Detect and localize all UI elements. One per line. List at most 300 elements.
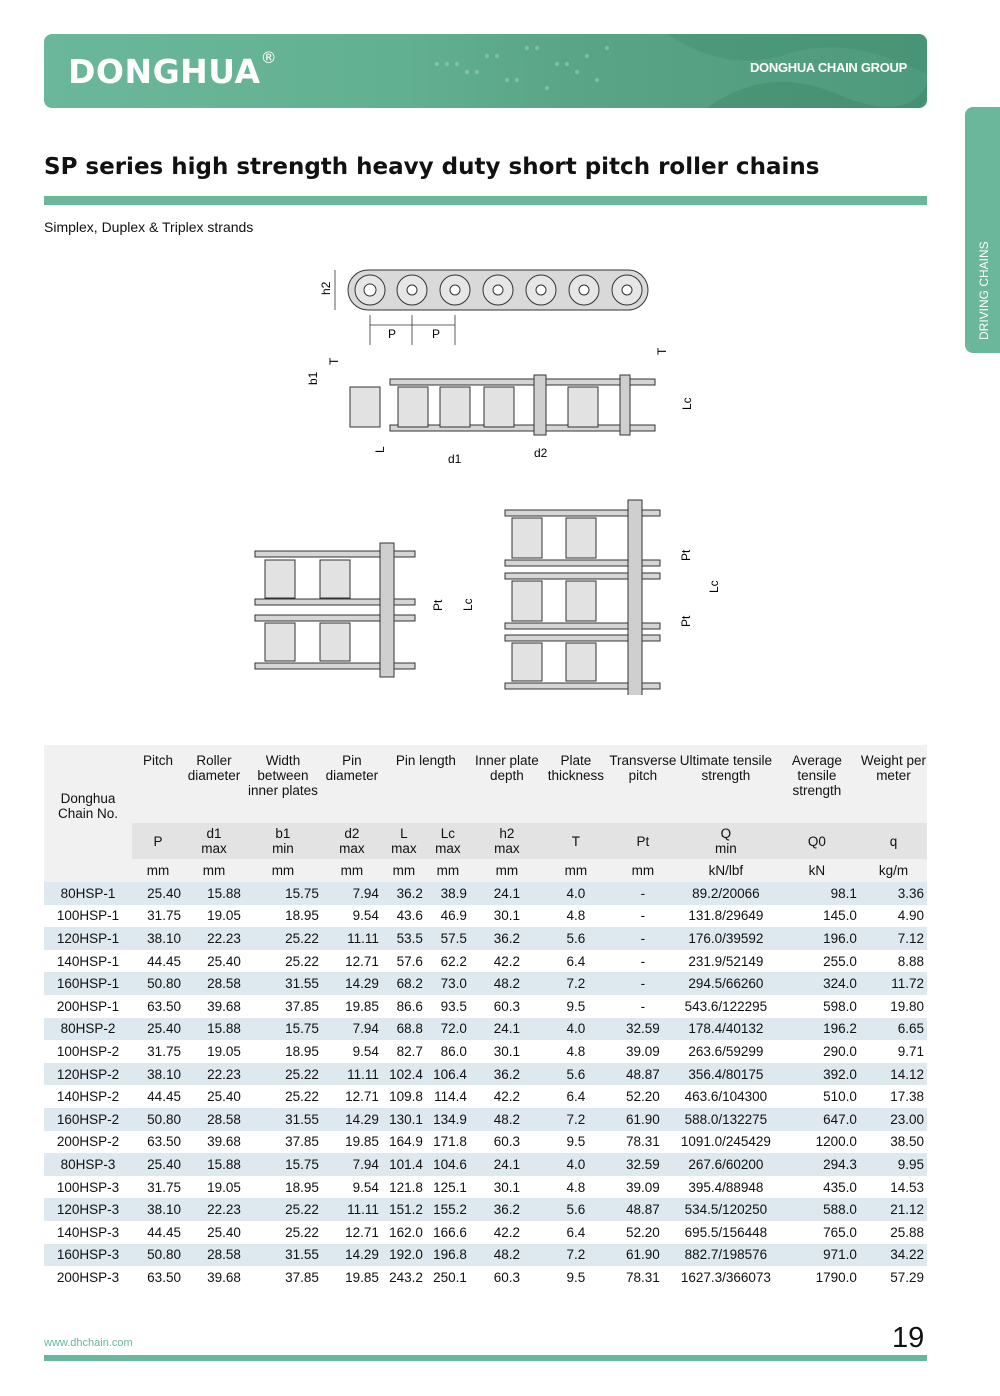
chain-no-cell: 140HSP-1 [44, 950, 132, 973]
table-cell: 44.45 [132, 1085, 184, 1108]
sym-lc: Lc max [426, 823, 470, 859]
table-cell: 4.0 [544, 1153, 608, 1176]
table-cell: 1627.3/366073 [678, 1266, 774, 1289]
table-cell: 73.0 [426, 972, 470, 995]
table-cell: 18.95 [244, 1040, 322, 1063]
table-cell: 130.1 [382, 1108, 426, 1131]
table-cell: 25.40 [132, 1153, 184, 1176]
group-name: DONGHUA CHAIN GROUP [749, 60, 907, 75]
table-cell: 4.8 [544, 1040, 608, 1063]
col-weight: Weight per meter [860, 745, 927, 823]
table-cell: 25.22 [244, 1063, 322, 1086]
table-cell: - [608, 905, 678, 928]
table-cell: 30.1 [470, 1176, 544, 1199]
table-row [44, 1085, 927, 1108]
col-pitch: Pitch [132, 745, 184, 823]
table-cell: 971.0 [774, 1244, 860, 1267]
table-cell: 435.0 [774, 1176, 860, 1199]
table-cell: 25.40 [184, 1085, 244, 1108]
table-cell: 695.5/156448 [678, 1221, 774, 1244]
table-cell: 28.58 [184, 1108, 244, 1131]
table-cell: 882.7/198576 [678, 1244, 774, 1267]
table-cell: 101.4 [382, 1153, 426, 1176]
table-cell: 121.8 [382, 1176, 426, 1199]
table-cell: 36.2 [470, 927, 544, 950]
table-cell: 9.54 [322, 1040, 382, 1063]
table-cell: 31.75 [132, 905, 184, 928]
table-cell: 24.1 [470, 882, 544, 905]
unit-cell: mm [426, 859, 470, 882]
table-cell: 131.8/29649 [678, 905, 774, 928]
table-cell: 11.11 [322, 1198, 382, 1221]
table-cell: 86.6 [382, 995, 426, 1018]
table-cell: 19.85 [322, 995, 382, 1018]
table-cell: 39.09 [608, 1176, 678, 1199]
table-cell: 6.4 [544, 1221, 608, 1244]
table-cell: 6.65 [860, 1018, 927, 1041]
table-body [44, 882, 927, 1289]
table-row [44, 882, 927, 905]
chain-no-cell: 80HSP-1 [44, 882, 132, 905]
table-cell: 15.75 [244, 882, 322, 905]
table-cell: 8.88 [860, 950, 927, 973]
unit-cell: mm [544, 859, 608, 882]
table-cell: 164.9 [382, 1131, 426, 1154]
table-cell: 38.50 [860, 1131, 927, 1154]
table-cell: 4.90 [860, 905, 927, 928]
table-cell: 9.54 [322, 1176, 382, 1199]
table-cell: 44.45 [132, 1221, 184, 1244]
table-cell: 28.58 [184, 1244, 244, 1267]
table-cell: 48.2 [470, 972, 544, 995]
table-cell: 48.2 [470, 1108, 544, 1131]
chain-diagram [250, 255, 730, 695]
col-pin-diameter: Pin diameter [322, 745, 382, 823]
sym-t: T [544, 823, 608, 859]
table-row [44, 1244, 927, 1267]
table-cell: 7.94 [322, 882, 382, 905]
table-cell: 38.10 [132, 927, 184, 950]
table-cell: 48.87 [608, 1063, 678, 1086]
table-cell: - [608, 972, 678, 995]
table-cell: 25.40 [132, 882, 184, 905]
table-cell: 61.90 [608, 1108, 678, 1131]
table-cell: 39.68 [184, 995, 244, 1018]
table-cell: 102.4 [382, 1063, 426, 1086]
table-row [44, 995, 927, 1018]
unit-cell: mm [382, 859, 426, 882]
table-cell: 34.22 [860, 1244, 927, 1267]
page-subtitle: Simplex, Duplex & Triplex strands [44, 219, 254, 235]
unit-cell: mm [322, 859, 382, 882]
label-d2: d2 [534, 446, 548, 460]
table-cell: 114.4 [426, 1085, 470, 1108]
table-cell: 72.0 [426, 1018, 470, 1041]
table-cell: 192.0 [382, 1244, 426, 1267]
table-cell: 4.8 [544, 1176, 608, 1199]
table-cell: 109.8 [382, 1085, 426, 1108]
table-cell: 60.3 [470, 1131, 544, 1154]
table-cell: 534.5/120250 [678, 1198, 774, 1221]
table-cell: 12.71 [322, 1085, 382, 1108]
table-cell: 57.6 [382, 950, 426, 973]
sym-qw: q [860, 823, 927, 859]
table-cell: 543.6/122295 [678, 995, 774, 1018]
table-cell: 14.29 [322, 1108, 382, 1131]
table-cell: 6.4 [544, 950, 608, 973]
table-cell: 28.58 [184, 972, 244, 995]
table-cell: 43.6 [382, 905, 426, 928]
table-cell: 11.11 [322, 927, 382, 950]
table-cell: 19.05 [184, 905, 244, 928]
table-cell: - [608, 882, 678, 905]
table-cell: 14.53 [860, 1176, 927, 1199]
chain-no-cell: 160HSP-2 [44, 1108, 132, 1131]
table-cell: 32.59 [608, 1153, 678, 1176]
col-chain-no: Donghua Chain No. [44, 745, 132, 859]
table-cell: 25.40 [184, 1221, 244, 1244]
table-cell: 31.55 [244, 1108, 322, 1131]
chain-no-cell: 140HSP-3 [44, 1221, 132, 1244]
table-cell: 598.0 [774, 995, 860, 1018]
table-cell: 19.80 [860, 995, 927, 1018]
table-cell: 23.00 [860, 1108, 927, 1131]
table-cell: 290.0 [774, 1040, 860, 1063]
table-cell: 39.68 [184, 1131, 244, 1154]
table-cell: 62.2 [426, 950, 470, 973]
table-cell: 98.1 [774, 882, 860, 905]
table-cell: 263.6/59299 [678, 1040, 774, 1063]
sym-l: L max [382, 823, 426, 859]
table-cell: 78.31 [608, 1266, 678, 1289]
title-rule [44, 196, 927, 205]
label-t1: T [327, 357, 341, 365]
table-cell: 166.6 [426, 1221, 470, 1244]
table-cell: 39.09 [608, 1040, 678, 1063]
table-cell: 9.71 [860, 1040, 927, 1063]
sym-q0: Q0 [774, 823, 860, 859]
chain-no-cell: 120HSP-2 [44, 1063, 132, 1086]
table-cell: 392.0 [774, 1063, 860, 1086]
table-cell: 89.2/20066 [678, 882, 774, 905]
footer-url[interactable]: www.dhchain.com [44, 1337, 133, 1349]
table-cell: 15.75 [244, 1018, 322, 1041]
chain-no-cell: 160HSP-1 [44, 972, 132, 995]
table-cell: 18.95 [244, 905, 322, 928]
table-row [44, 1108, 927, 1131]
table-cell: 4.0 [544, 882, 608, 905]
chain-no-cell: 100HSP-3 [44, 1176, 132, 1199]
table-cell: 178.4/40132 [678, 1018, 774, 1041]
sym-q: Q min [678, 823, 774, 859]
table-cell: 510.0 [774, 1085, 860, 1108]
sym-b1: b1 min [244, 823, 322, 859]
col-average: Average tensile strength [774, 745, 860, 823]
table-cell: 3.36 [860, 882, 927, 905]
table-cell: 15.88 [184, 882, 244, 905]
table-cell: 31.75 [132, 1040, 184, 1063]
table-cell: 243.2 [382, 1266, 426, 1289]
table-row [44, 1176, 927, 1199]
table-cell: 15.88 [184, 1018, 244, 1041]
table-cell: 15.88 [184, 1153, 244, 1176]
table-cell: 19.05 [184, 1176, 244, 1199]
table-cell: 63.50 [132, 995, 184, 1018]
table-cell: 78.31 [608, 1131, 678, 1154]
table-cell: 42.2 [470, 1221, 544, 1244]
table-row [44, 1221, 927, 1244]
chain-no-cell: 120HSP-3 [44, 1198, 132, 1221]
col-width: Width between inner plates [244, 745, 322, 823]
table-cell: 7.2 [544, 972, 608, 995]
table-cell: 294.3 [774, 1153, 860, 1176]
table-cell: 30.1 [470, 1040, 544, 1063]
table-cell: 106.4 [426, 1063, 470, 1086]
footer-rule [44, 1355, 927, 1361]
table-cell: 19.05 [184, 1040, 244, 1063]
table-cell: 63.50 [132, 1131, 184, 1154]
table-cell: 25.22 [244, 927, 322, 950]
table-cell: 82.7 [382, 1040, 426, 1063]
table-cell: 25.88 [860, 1221, 927, 1244]
spec-table [44, 745, 927, 1289]
table-cell: 25.22 [244, 1085, 322, 1108]
table-cell: 68.2 [382, 972, 426, 995]
table-row [44, 1266, 927, 1289]
table-row [44, 950, 927, 973]
table-cell: 134.9 [426, 1108, 470, 1131]
table-cell: 1790.0 [774, 1266, 860, 1289]
table-cell: 267.6/60200 [678, 1153, 774, 1176]
chain-no-cell: 80HSP-3 [44, 1153, 132, 1176]
page-title: SP series high strength heavy duty short pitch roller chains [44, 154, 820, 180]
sym-d2: d2 max [322, 823, 382, 859]
table-cell: 14.12 [860, 1063, 927, 1086]
table-cell: 15.75 [244, 1153, 322, 1176]
table-cell: 48.2 [470, 1244, 544, 1267]
table-cell: 176.0/39592 [678, 927, 774, 950]
table-cell: 155.2 [426, 1198, 470, 1221]
col-ultimate: Ultimate tensile strength [678, 745, 774, 823]
table-cell: 31.75 [132, 1176, 184, 1199]
table-cell: 21.12 [860, 1198, 927, 1221]
table-cell: 588.0/132275 [678, 1108, 774, 1131]
page-number: 19 [892, 1322, 925, 1354]
label-pt2: Pt [679, 549, 693, 561]
table-cell: 1091.0/245429 [678, 1131, 774, 1154]
table-cell: 125.1 [426, 1176, 470, 1199]
table-row [44, 1063, 927, 1086]
table-cell: 25.22 [244, 1221, 322, 1244]
table-cell: 12.71 [322, 1221, 382, 1244]
table-cell: - [608, 995, 678, 1018]
table-cell: 24.1 [470, 1153, 544, 1176]
table-cell: 19.85 [322, 1266, 382, 1289]
table-cell: 38.10 [132, 1063, 184, 1086]
sym-h2: h2 max [470, 823, 544, 859]
chain-no-cell: 160HSP-3 [44, 1244, 132, 1267]
table-cell: 42.2 [470, 1085, 544, 1108]
chain-no-cell: 120HSP-1 [44, 927, 132, 950]
table-row [44, 1040, 927, 1063]
table-cell: 9.95 [860, 1153, 927, 1176]
table-cell: 52.20 [608, 1085, 678, 1108]
col-transverse: Transverse pitch [608, 745, 678, 823]
table-cell: 52.20 [608, 1221, 678, 1244]
table-cell: 57.5 [426, 927, 470, 950]
table-cell: 250.1 [426, 1266, 470, 1289]
side-tab[interactable] [965, 107, 1000, 353]
table-cell: 647.0 [774, 1108, 860, 1131]
table-cell: 42.2 [470, 950, 544, 973]
label-lc1: Lc [680, 397, 694, 410]
table-cell: 30.1 [470, 905, 544, 928]
table-cell: 68.8 [382, 1018, 426, 1041]
table-cell: 196.8 [426, 1244, 470, 1267]
table-cell: 50.80 [132, 972, 184, 995]
table-cell: 38.9 [426, 882, 470, 905]
chain-no-cell: 80HSP-2 [44, 1018, 132, 1041]
unit-cell: mm [184, 859, 244, 882]
col-roller: Roller diameter [184, 745, 244, 823]
table-cell: 60.3 [470, 1266, 544, 1289]
table-cell: 12.71 [322, 950, 382, 973]
table-cell: 25.22 [244, 1198, 322, 1221]
table-row [44, 1131, 927, 1154]
table-cell: 46.9 [426, 905, 470, 928]
table-cell: 171.8 [426, 1131, 470, 1154]
table-cell: 32.59 [608, 1018, 678, 1041]
table-cell: 22.23 [184, 1198, 244, 1221]
label-p1: P [388, 327, 397, 341]
col-pin-length: Pin length [382, 745, 470, 823]
table-cell: 25.22 [244, 950, 322, 973]
table-cell: 39.68 [184, 1266, 244, 1289]
chain-no-cell: 200HSP-1 [44, 995, 132, 1018]
table-cell: 38.10 [132, 1198, 184, 1221]
table-row [44, 1153, 927, 1176]
units-row [44, 859, 927, 882]
table-cell: 9.5 [544, 1266, 608, 1289]
table-cell: 588.0 [774, 1198, 860, 1221]
label-p2: P [432, 327, 441, 341]
table-cell: 9.5 [544, 1131, 608, 1154]
label-lc3: Lc [707, 580, 721, 593]
unit-cell: kN [774, 859, 860, 882]
unit-cell: kN/lbf [678, 859, 774, 882]
table-cell: 4.0 [544, 1018, 608, 1041]
label-h2: h2 [319, 281, 333, 295]
label-t2: T [655, 347, 669, 355]
table-row [44, 1198, 927, 1221]
table-cell: 145.0 [774, 905, 860, 928]
table-cell: 63.50 [132, 1266, 184, 1289]
table-cell: 1200.0 [774, 1131, 860, 1154]
unit-cell: mm [470, 859, 544, 882]
table-cell: 6.4 [544, 1085, 608, 1108]
unit-cell: mm [132, 859, 184, 882]
label-pt1: Pt [431, 599, 445, 611]
table-cell: 25.40 [132, 1018, 184, 1041]
table-cell: 31.55 [244, 972, 322, 995]
table-cell: 36.2 [470, 1063, 544, 1086]
table-cell: 7.12 [860, 927, 927, 950]
table-cell: 53.5 [382, 927, 426, 950]
table-cell: 9.54 [322, 905, 382, 928]
table-cell: 255.0 [774, 950, 860, 973]
label-lc2: Lc [461, 598, 475, 611]
chain-no-cell: 200HSP-2 [44, 1131, 132, 1154]
table-row [44, 972, 927, 995]
table-cell: 4.8 [544, 905, 608, 928]
table-cell: 50.80 [132, 1244, 184, 1267]
table-cell: 22.23 [184, 1063, 244, 1086]
label-pt3: Pt [679, 615, 693, 627]
sym-pt: Pt [608, 823, 678, 859]
col-plate-thickness: Plate thickness [544, 745, 608, 823]
table-cell: 36.2 [470, 1198, 544, 1221]
table-cell: 294.5/66260 [678, 972, 774, 995]
table-cell: 60.3 [470, 995, 544, 1018]
table-cell: 463.6/104300 [678, 1085, 774, 1108]
table-cell: - [608, 927, 678, 950]
table-cell: 196.2 [774, 1018, 860, 1041]
table-cell: 5.6 [544, 927, 608, 950]
table-cell: 7.94 [322, 1018, 382, 1041]
table-cell: 36.2 [382, 882, 426, 905]
table-cell: 7.2 [544, 1108, 608, 1131]
table-cell: 57.29 [860, 1266, 927, 1289]
table-cell: 356.4/80175 [678, 1063, 774, 1086]
table-row [44, 1018, 927, 1041]
chain-no-cell: 100HSP-2 [44, 1040, 132, 1063]
table-cell: 25.40 [184, 950, 244, 973]
table-row [44, 927, 927, 950]
sym-p: P [132, 823, 184, 859]
table-cell: 7.94 [322, 1153, 382, 1176]
table-cell: - [608, 950, 678, 973]
table-cell: 86.0 [426, 1040, 470, 1063]
table-cell: 11.72 [860, 972, 927, 995]
table-cell: 37.85 [244, 1266, 322, 1289]
side-tab-label: DRIVING CHAINS [977, 241, 991, 340]
header-banner [44, 34, 927, 108]
unit-cell: mm [608, 859, 678, 882]
table-cell: 14.29 [322, 1244, 382, 1267]
table-cell: 50.80 [132, 1108, 184, 1131]
table-cell: 151.2 [382, 1198, 426, 1221]
table-cell: 37.85 [244, 1131, 322, 1154]
sym-d1: d1 max [184, 823, 244, 859]
table-cell: 19.85 [322, 1131, 382, 1154]
table-cell: 44.45 [132, 950, 184, 973]
table-cell: 5.6 [544, 1198, 608, 1221]
table-cell: 196.0 [774, 927, 860, 950]
label-l: L [373, 446, 387, 453]
chain-no-cell: 200HSP-3 [44, 1266, 132, 1289]
unit-cell: mm [244, 859, 322, 882]
table-cell: 324.0 [774, 972, 860, 995]
table-cell: 93.5 [426, 995, 470, 1018]
table-cell: 14.29 [322, 972, 382, 995]
label-d1: d1 [448, 452, 462, 466]
table-cell: 765.0 [774, 1221, 860, 1244]
table-cell: 24.1 [470, 1018, 544, 1041]
table-cell: 22.23 [184, 927, 244, 950]
table-cell: 37.85 [244, 995, 322, 1018]
chain-no-cell: 100HSP-1 [44, 905, 132, 928]
label-b1: b1 [306, 371, 320, 385]
